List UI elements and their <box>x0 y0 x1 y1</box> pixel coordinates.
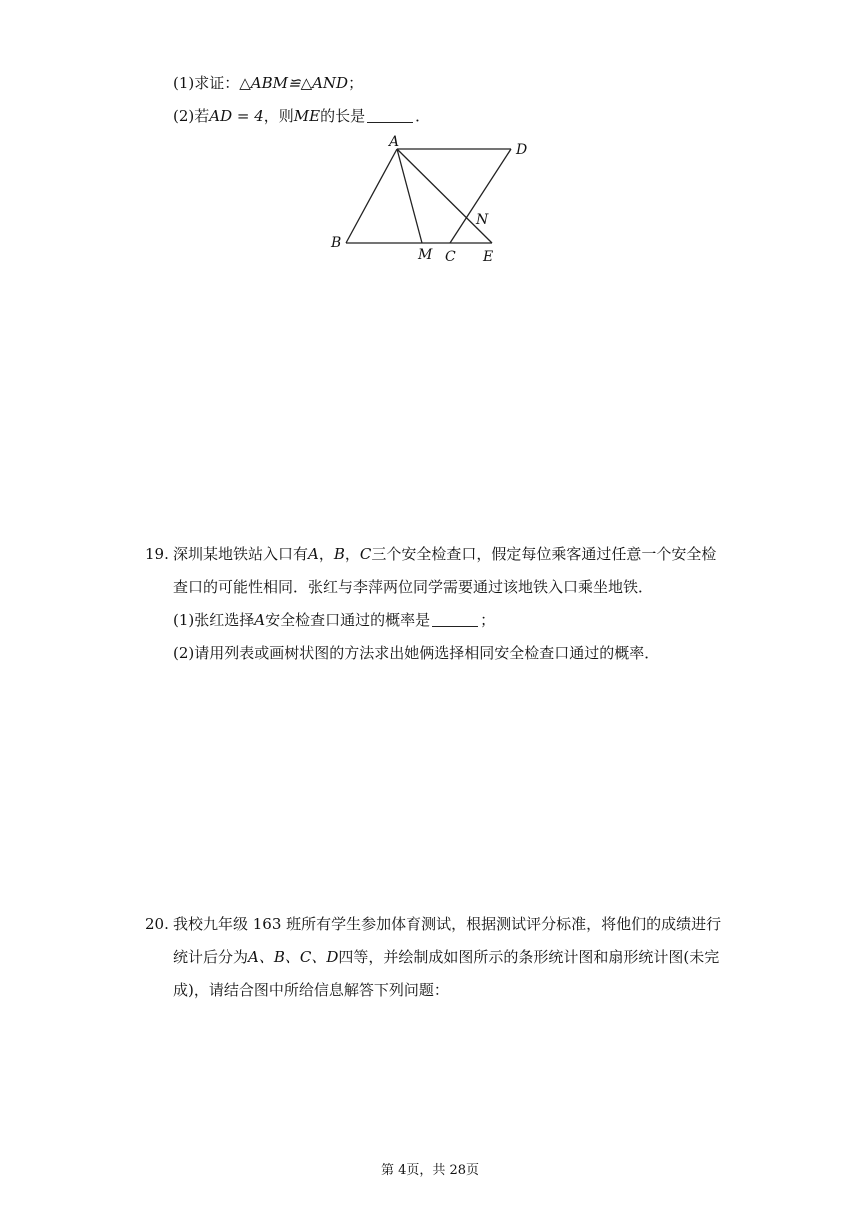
q20-number: 20. <box>145 915 169 933</box>
q18-part2-math2: ME <box>293 107 321 125</box>
q18-part2-suffix: 的长是 <box>320 107 366 125</box>
q18-part2-text: (2)若 <box>173 107 210 125</box>
q19-part1-text: (1)张红选择 <box>173 611 255 629</box>
answer-blank <box>432 612 478 627</box>
q19-sep1: ， <box>318 545 334 563</box>
segment-AM <box>397 149 422 243</box>
q18-part2-end: ． <box>415 107 431 125</box>
q20-line3: 成)，请结合图中所给信息解答下列问题： <box>173 981 449 999</box>
label-E: E <box>483 249 494 264</box>
q18-part1-end: ； <box>348 74 364 92</box>
q19-part2: (2)请用列表或画树状图的方法求出她俩选择相同安全检查口通过的概率． <box>173 644 660 662</box>
page-footer: 第 4页，共 28页 <box>380 1163 480 1178</box>
label-A: A <box>389 134 400 150</box>
label-D: D <box>516 142 528 158</box>
q19-number: 19. <box>145 545 169 563</box>
q20-line1: 我校九年级 163 班所有学生参加体育测试，根据测试评分标准，将他们的成绩进行 <box>173 915 722 933</box>
q20-line2-rest: 四等，并绘制成如图所示的条形统计图和扇形统计图(未完 <box>338 948 720 966</box>
q18-part1 <box>173 73 363 93</box>
segment-CD <box>450 149 511 243</box>
segment-AE <box>397 149 492 243</box>
q19-part1-rest: 安全检查口通过的概率是 <box>265 611 431 629</box>
q19-part1 <box>173 610 495 630</box>
q19-line1-text: 深圳某地铁站入口有 <box>173 545 309 563</box>
segment-AB <box>346 149 397 243</box>
label-C: C <box>445 249 456 264</box>
label-M: M <box>418 247 433 263</box>
q19-part1-letter: A <box>254 611 266 629</box>
q18-part1-text: (1)求证： <box>173 74 240 92</box>
q19-line1-rest: 三个安全检查口，假定每位乘客通过任意一个安全检 <box>371 545 717 563</box>
label-B: B <box>331 235 342 251</box>
q19-letter-a: A <box>308 545 319 563</box>
label-N: N <box>476 212 489 228</box>
answer-blank <box>367 108 413 123</box>
q18-part2 <box>173 106 430 126</box>
geometry-figure <box>326 132 536 264</box>
q18-part1-math: △ABM≌△AND <box>239 74 349 92</box>
q19-letter-c: C <box>359 545 372 563</box>
q19-sep2: ， <box>344 545 360 563</box>
q19-letter-b: B <box>333 545 345 563</box>
q20-line2-text: 统计后分为 <box>173 948 249 966</box>
q19-line1 <box>173 544 716 564</box>
q18-part2-mid: ，则 <box>263 107 294 125</box>
q19-part1-end: ； <box>480 611 496 629</box>
q19-line2: 查口的可能性相同．张红与李萍两位同学需要通过该地铁入口乘坐地铁． <box>173 578 654 596</box>
q18-part2-math1: AD = 4 <box>209 107 264 125</box>
q20-grades: A、B、C、D <box>248 948 339 966</box>
q20-line2 <box>173 947 719 967</box>
